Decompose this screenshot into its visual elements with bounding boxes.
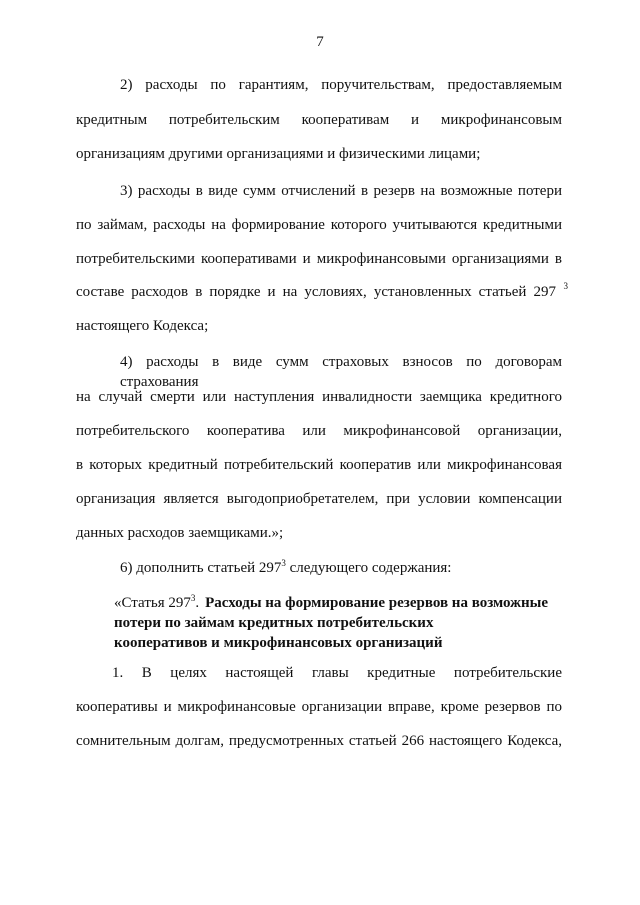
clause1-line-1: 1. В целях настоящей главы кредитные потребительские — [112, 665, 562, 681]
item4-line-5: организация является выгодоприобретателем, при условии компенсации — [76, 491, 562, 507]
page-number: 7 — [316, 34, 324, 50]
article-heading — [114, 593, 564, 653]
item4-line-3: потребительского кооператива или микрофинансовой организации, — [76, 423, 562, 439]
article-lead — [114, 593, 199, 613]
article-lead-text: «Статья 297 — [114, 595, 191, 611]
item4-line-6: данных расходов заемщиками.»; — [76, 525, 284, 541]
item6-superscript: 3 — [281, 558, 286, 568]
item3-line-2: по займам, расходы на формирование которого учитываются кредитными — [76, 217, 562, 233]
item6-line — [120, 558, 606, 578]
item3-line-4: составе расходов в порядке и на условиях, установленных статьей 297 3 — [76, 281, 568, 300]
item2-line-1: 2) расходы по гарантиям, поручительствам, предоставляемым — [120, 77, 562, 93]
item3-line-4-justified: составе расходов в порядке и на условиях, установленных статьей 297 — [76, 284, 556, 300]
item4-line-4: в которых кредитный потребительский кооператив или микрофинансовая — [76, 457, 562, 473]
article-lead-superscript: 3 — [190, 593, 196, 603]
item4-line-1: 4) расходы в виде сумм страховых взносов по договорам страхования — [120, 354, 562, 390]
item2-line-2: кредитным потребительским кооперативам и микрофинансовым — [76, 112, 562, 128]
article-lead-dot: . — [195, 595, 200, 611]
article-title-line-2: потери по займам кредитных потребительских — [114, 615, 434, 631]
clause1-line-2: кооперативы и микрофинансовые организации вправе, кроме резервов по — [76, 699, 562, 715]
article-title-line-1: Расходы на формирование резервов на возможные — [205, 595, 549, 611]
article-title-line-3: кооперативов и микрофинансовых организаций — [114, 635, 443, 651]
item3-line-5: настоящего Кодекса; — [76, 318, 209, 334]
item6-text-post: следующего содержания: — [285, 560, 452, 576]
item2-line-3: организациям другими организациями и физическими лицами; — [76, 146, 481, 162]
item3-line-3: потребительскими кооперативами и микрофинансовыми организациями в — [76, 251, 562, 267]
clause1-line-3: сомнительным долгам, предусмотренных статьей 266 настоящего Кодекса, — [76, 733, 562, 749]
item6-text-pre: 6) дополнить статьей 297 — [120, 560, 282, 576]
item3-line-1: 3) расходы в виде сумм отчислений в резерв на возможные потери — [120, 183, 562, 199]
item4-line-2: на случай смерти или наступления инвалидности заемщика кредитного — [76, 389, 562, 405]
